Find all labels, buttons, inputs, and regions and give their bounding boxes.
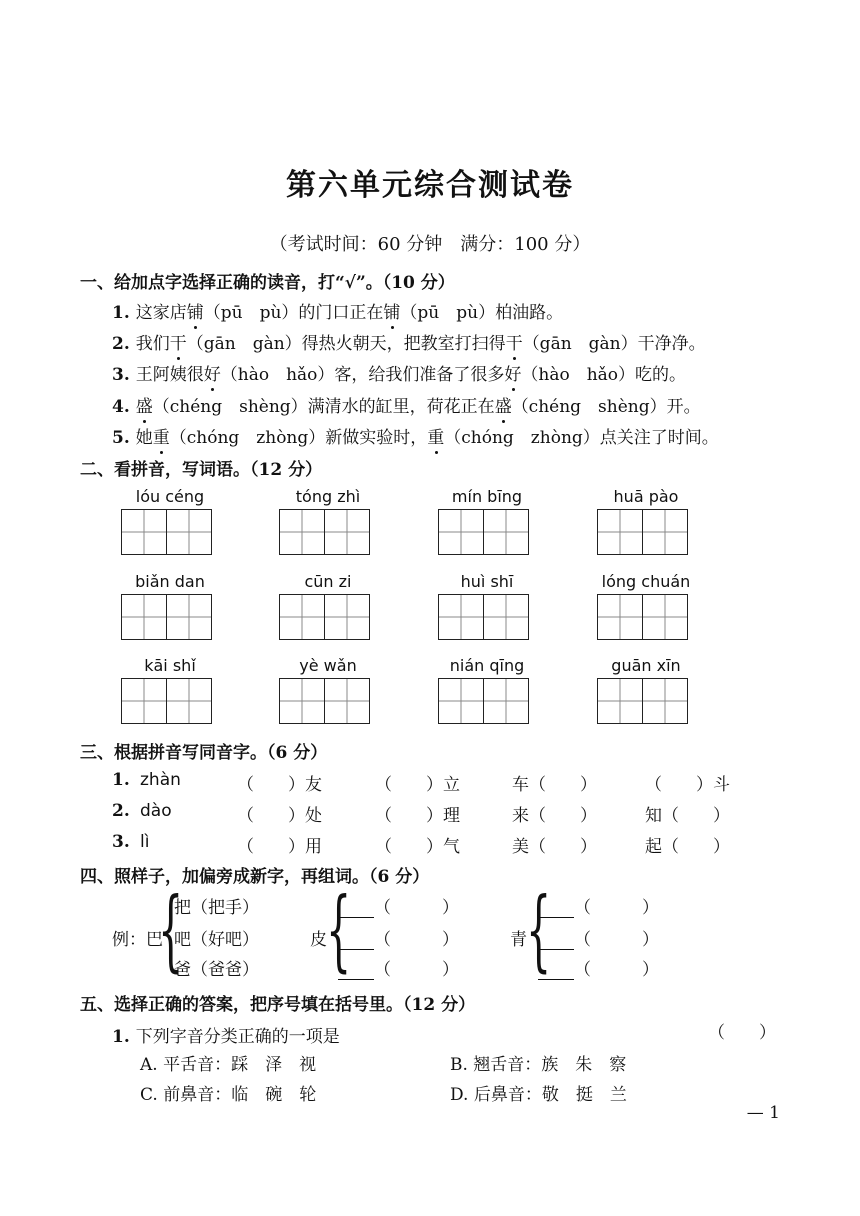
writing-cell[interactable]: [279, 678, 325, 724]
fill-blank[interactable]: 来（ ）: [512, 806, 597, 826]
writing-cell[interactable]: [166, 678, 212, 724]
pinyin-label: biǎn dan: [135, 572, 205, 591]
section-1-header: 一、给加点字选择正确的读音，打“√”。（10 分）: [80, 273, 455, 293]
writing-cell[interactable]: [483, 678, 529, 724]
line-text: 2.: [112, 334, 130, 354]
line-text: （chéng shèng）开。: [511, 397, 701, 417]
pinyin-label: lì: [140, 832, 150, 852]
option-d: D. 后鼻音：敬 挺 兰: [450, 1085, 627, 1105]
writing-cell[interactable]: [483, 594, 529, 640]
word-box: [438, 487, 536, 555]
group-1-brace: {: [326, 878, 352, 981]
section-5-header: 五、选择正确的答案，把序号填在括号里。（12 分）: [80, 995, 476, 1015]
line-text: 3.: [112, 365, 130, 385]
fill-blank[interactable]: 知（ ）: [645, 806, 730, 826]
line-text: 4.: [112, 397, 130, 417]
line-text: 王阿姨很: [135, 365, 204, 385]
pinyin-label: guān xīn: [611, 656, 681, 675]
pinyin-label: zhàn: [140, 770, 181, 790]
fill-blank[interactable]: （ ）友: [237, 775, 322, 795]
question-line: [112, 392, 701, 417]
dotted-char: 盛: [135, 397, 153, 417]
fill-blank[interactable]: （ ）理: [375, 806, 460, 826]
word-box: [438, 656, 536, 724]
group-2-blank: （ ）: [538, 893, 659, 918]
word-box: [121, 572, 219, 640]
dotted-char: 盛: [494, 397, 512, 417]
answer-paren[interactable]: （ ）: [708, 1023, 776, 1043]
dotted-char: 好: [504, 365, 522, 385]
fill-blank[interactable]: 起（ ）: [645, 837, 730, 857]
writing-cell[interactable]: [597, 678, 643, 724]
writing-cell[interactable]: [279, 594, 325, 640]
line-text: 我们: [135, 334, 170, 354]
line-text: （hào hǎo）客，给我们准备了很多: [220, 365, 505, 385]
pinyin-label: dào: [140, 801, 172, 821]
word-box: [279, 572, 377, 640]
writing-cell[interactable]: [166, 594, 212, 640]
example-label: 例：巴: [112, 930, 163, 950]
dotted-char: 铺: [186, 303, 204, 323]
dotted-char: 铺: [383, 303, 401, 323]
line-text: （pū pù）的门口正在: [203, 303, 384, 323]
group-1-blank: （ ）: [338, 925, 459, 950]
dotted-char: 好: [203, 365, 221, 385]
question-line: [112, 360, 686, 385]
writing-cell[interactable]: [121, 594, 167, 640]
dotted-char: 重: [152, 428, 170, 448]
group-1-radical: 皮: [310, 930, 327, 950]
word-box: [438, 572, 536, 640]
writing-cell[interactable]: [483, 509, 529, 555]
line-text: 这家店: [135, 303, 187, 323]
pinyin-label: lóng chuán: [601, 572, 691, 591]
line-text: （chéng shèng）满清水的缸里，荷花正在: [152, 397, 495, 417]
fill-blank[interactable]: （ ）处: [237, 806, 322, 826]
question-1: 1. 下列字音分类正确的一项是: [112, 1027, 340, 1047]
fill-blank[interactable]: （ ）用: [237, 837, 322, 857]
dotted-char: 干: [169, 334, 187, 354]
writing-cell[interactable]: [597, 509, 643, 555]
writing-cell[interactable]: [324, 594, 370, 640]
fill-blank[interactable]: （ ）气: [375, 837, 460, 857]
pinyin-label: cūn zi: [304, 572, 352, 591]
row-number: 1.: [112, 770, 130, 790]
word-box: [597, 656, 695, 724]
line-text: 她: [135, 428, 153, 448]
writing-cell[interactable]: [121, 678, 167, 724]
exam-info: （考试时间：60 分钟 满分：100 分）: [269, 234, 591, 255]
section-2-header: 二、看拼音，写词语。（12 分）: [80, 460, 323, 480]
line-text: （gān gàn）得热火朝天，把教室打扫得: [186, 334, 506, 354]
pinyin-label: mín bīng: [451, 487, 523, 506]
word-box: [597, 487, 695, 555]
writing-cell[interactable]: [324, 678, 370, 724]
group-1-blank: （ ）: [338, 955, 459, 980]
line-text: 1.: [112, 303, 130, 323]
row-number: 2.: [112, 801, 130, 821]
line-text: （gān gàn）干净净。: [522, 334, 706, 354]
word-box: [597, 572, 695, 640]
group-1-blank: （ ）: [338, 893, 459, 918]
group-2-brace: {: [526, 878, 552, 981]
pinyin-label: lóu céng: [135, 487, 205, 506]
line-text: （hào hǎo）吃的。: [521, 365, 687, 385]
dotted-char: 干: [505, 334, 523, 354]
writing-cell[interactable]: [438, 594, 484, 640]
word-box: [121, 656, 219, 724]
pinyin-label: kāi shǐ: [144, 656, 196, 675]
section-3-header: 三、根据拼音写同音字。（6 分）: [80, 743, 328, 763]
writing-cell[interactable]: [438, 509, 484, 555]
dotted-char: 重: [427, 428, 445, 448]
writing-cell[interactable]: [166, 509, 212, 555]
example-item: 吧（好吧）: [174, 930, 259, 950]
example-item: 把（把手）: [174, 898, 259, 918]
writing-cell[interactable]: [597, 594, 643, 640]
page-title: 第六单元综合测试卷: [286, 168, 574, 203]
word-box: [279, 656, 377, 724]
pinyin-label: tóng zhì: [295, 487, 361, 506]
pinyin-label: huā pào: [613, 487, 679, 506]
writing-cell[interactable]: [642, 678, 688, 724]
fill-blank[interactable]: （ ）斗: [645, 775, 730, 795]
fill-blank[interactable]: 美（ ）: [512, 837, 597, 857]
word-box: [279, 487, 377, 555]
row-number: 3.: [112, 832, 130, 852]
section-4-header: 四、照样子，加偏旁成新字，再组词。（6 分）: [80, 867, 430, 887]
option-b: B. 翘舌音：族 朱 察: [450, 1055, 627, 1075]
fill-blank[interactable]: 车（ ）: [512, 775, 597, 795]
writing-cell[interactable]: [438, 678, 484, 724]
example-brace: {: [158, 878, 184, 981]
writing-cell[interactable]: [642, 594, 688, 640]
question-line: [112, 423, 719, 448]
option-a: A. 平舌音：踩 泽 视: [140, 1055, 317, 1075]
word-box: [121, 487, 219, 555]
group-2-radical: 青: [510, 930, 527, 950]
line-text: 5.: [112, 428, 130, 448]
fill-blank[interactable]: （ ）立: [375, 775, 460, 795]
page-number: — 1: [746, 1103, 780, 1123]
question-line: [112, 329, 706, 354]
writing-cell[interactable]: [642, 509, 688, 555]
example-item: 爸（爸爸）: [174, 960, 259, 980]
pinyin-label: nián qīng: [449, 656, 525, 675]
group-2-blank: （ ）: [538, 955, 659, 980]
line-text: （pū pù）柏油路。: [400, 303, 564, 323]
writing-cell[interactable]: [121, 509, 167, 555]
pinyin-label: huì shī: [460, 572, 514, 591]
question-line: [112, 298, 563, 323]
line-text: （chóng zhòng）点关注了时间。: [444, 428, 719, 448]
option-c: C. 前鼻音：临 碗 轮: [140, 1085, 317, 1105]
writing-cell[interactable]: [279, 509, 325, 555]
pinyin-label: yè wǎn: [299, 656, 357, 675]
group-2-blank: （ ）: [538, 925, 659, 950]
writing-cell[interactable]: [324, 509, 370, 555]
line-text: （chóng zhòng）新做实验时，: [169, 428, 428, 448]
